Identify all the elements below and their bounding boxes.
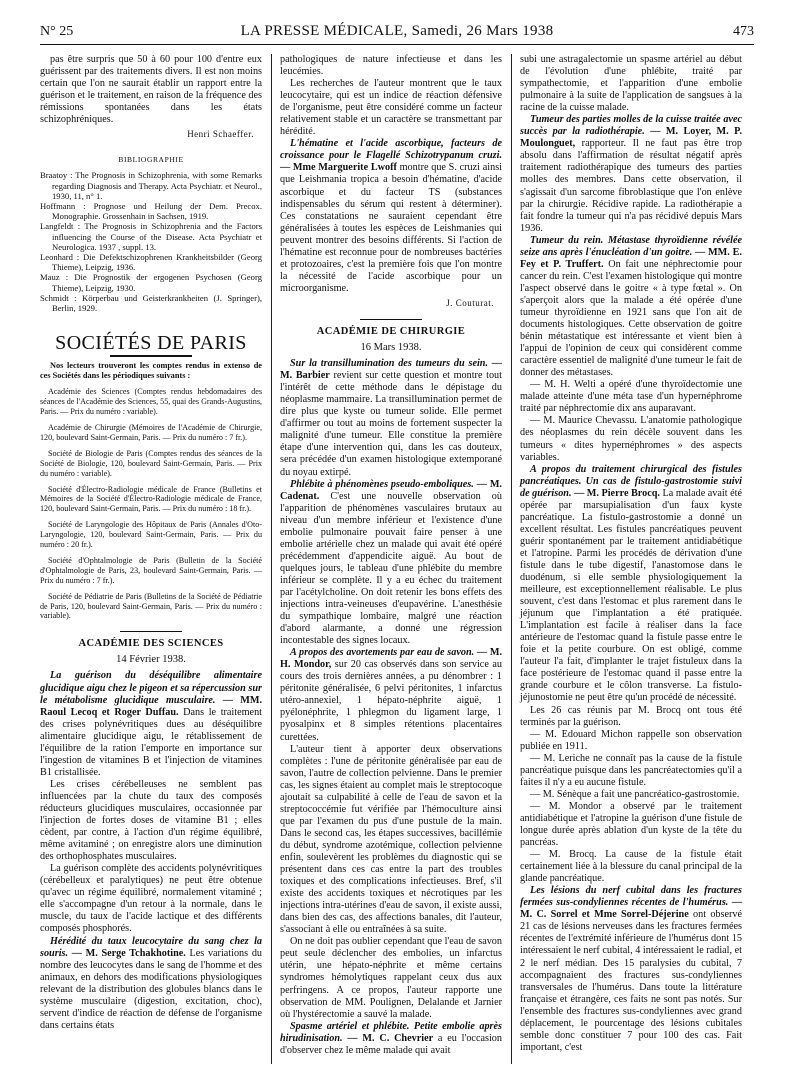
article-paragraph (520, 235, 742, 380)
article-authors: — M. Loyer, M. P. Moulonguet, (520, 126, 742, 150)
issue-number: N° 25 (40, 24, 74, 39)
periodical-entry: Société d'Ophtalmologie de Paris (Bulletin de la Société d'Ophtalmologie de Paris, 23, boulevard Saint-Germain, Paris. — Prix du numéro : 7 fr.). (40, 555, 262, 585)
article-paragraph (280, 1021, 502, 1057)
article-authors: — MM. E. Fey et P. Truffert. (520, 246, 742, 270)
article-title: Hérédité du taux leucocytaire du sang chez la souris. (40, 935, 262, 959)
divider (120, 631, 182, 632)
article-title: La guérison du déséquilibre alimentaire glucidique aigu chez le pigeon et sa répercussion sur le métabolisme glucidique musculaire. (40, 670, 262, 706)
column-divider (511, 54, 512, 1064)
article-title: A propos des avortements par eau de savon. (290, 647, 475, 659)
paragraph: — M. Maurice Chevassu. L'anatomie pathologique des néoplasmes du rein décèle souvent dans les tumeurs « dites hypernéphromes » des aspects variables. (520, 415, 742, 463)
bibliography-entry: Hoffmann : Prognose und Heilung der Dem. Precox. Monographie. Grossenhain in Sachsen, 1919. (40, 200, 262, 222)
periodical-entry: Académie des Sciences (Comptes rendus hebdomadaires des séances de l'Académie des Sciences, 55, quai des Grands-Augustins, Paris. — Prix du numéro : variable). (40, 387, 262, 417)
article-title: A propos du traitement chirurgical des fistules pancréatiques. Un cas de fistulo-gastrostomie suivi de guérison. (520, 463, 742, 499)
periodical-entry: Société de Laryngologie des Hôpitaux de Paris (Annales d'Oto-Laryngologie, 120, boulevard Saint-Germain, Paris. — Prix du numéro : 20 fr.). (40, 520, 262, 550)
article-text: La malade avait été opérée par marsupialisation d'un faux kyste pancréatique. La fistulo-gastrostomie a donné un excellent résultat. Les fistules pancréatiques peuvent guérir spontanément par le traitement antidiabétique et l'atropine. Parmi les procédés de dérivation d'une fistule dans le tube digestif, l'anastomose dans le duodénum, si elle semble physiologiquement la meilleure, est exceptionnellement réalisable. Le plus souvent, c'est dans l'estomac et plus rarement dans le jéjunum que l'implantation a été pratiquée. L'implantation est facile à réaliser dans la face antérieure de l'estomac quand la fistule passe entre le foie et la petite courbure. On est obligé, comme l'auteur l'a fait, d'implanter le trajet fistuleux dans la face postérieure de l'estomac quand il passe entre la grande courbure et le côlon transverse. La fistulo-jéjunostomie ne peut être qu'un procédé de nécessité. (520, 487, 743, 704)
periodical-entry: Société de Pédiatrie de Paris (Bulletins de la Société de Pédiatrie de Paris, 120, boulevard Saint-Germain, Paris. — Prix du numéro : variable). (40, 591, 262, 621)
article-paragraph (280, 647, 502, 743)
societies-intro: Nos lecteurs trouveront les comptes rendus in extenso de ces Sociétés dans les périodiques suivants : (40, 361, 262, 381)
author-signature: Henri Schaeffer. (187, 129, 254, 140)
periodical-entry: Société de Biologie de Paris (Comptes rendus des séances de la Société de Biologie, 120, boulevard Saint-Germain, Paris. — Prix du numéro : variable). (40, 448, 262, 478)
paragraph: subi une astragalectomie un spasme artériel au début de l'évolution d'une phlébite, traité par sympathectomie, et l'apparition d'une embolie pulmonaire à la suite de l'application de sangsues à la racine de la cuisse malade. (520, 54, 742, 114)
paragraph: L'auteur tient à apporter deux observations complètes : l'une de péritonite généralisée par eau de savon, l'autre de collection pelvienne. Dans le premier cas, les signes étaient au complet mais le streptocoque ajoutait sa culpabilité à celle de l'eau de savon et la streptococcémie fut vérifiée par l'hémoculture ainsi que par l'examen du pus d'une pustule de la main. Dans le second cas, les étapes successives, bacillémie du début, syndrome azotémique, collection pelvienne enfin, soulevèrent les problèmes du diagnostic qui se présentent dans ces cas entre la part des troubles toxiques et des complications infectieuses. Bref, s'il existe des accidents toxiques et nécrotiques par les injections intra-utérines d'eau de savon, il existe aussi, dans bien des cas, des affections banales, dit l'auteur, s'associant à elle ou entraînées à sa suite. (280, 743, 502, 936)
article-paragraph (280, 138, 502, 295)
paragraph: pas être surpris que 50 à 60 pour 100 d'entre eux guérissent par des traitements divers. Il est non moins certain que l'on ne saurait établir un rapport entre la guérison et le traitement, en raison de la fréquence des rémissions spontanées dans les états schizophréniques. (40, 54, 262, 126)
article-text: revient sur cette question et montre tout l'intérêt de cette méthode dans le dépistage du néoplasme mammaire. La transillumination permet de dire plus que kyste ou tumeur solide. Elle permet d'affirmer ou tout au moins de fortement suspecter la malignité d'une tumeur. Elle constitue la première étape d'une intervention qui, dans les cas douteux, sera précédée d'un examen histologique extemporané du noyau extirpé. (280, 370, 502, 478)
session-date: 16 Mars 1938. (360, 342, 422, 354)
section-heading: ACADÉMIE DE CHIRURGIE (316, 325, 466, 337)
page-number: 473 (733, 24, 754, 39)
author-signature: J. Couturat. (446, 297, 494, 308)
article-title: Spasme artériel et phlébite. Petite embolie après hirudinisation. (280, 1020, 502, 1044)
section-title: SOCIÉTÉS DE PARIS (55, 332, 247, 355)
journal-title: LA PRESSE MÉDICALE, Samedi, 26 Mars 1938 (240, 23, 554, 39)
article-authors: — M. C. Sorrel et Mme Sorrel-Déjerine (520, 897, 743, 921)
article-authors: — M. Cadenat. (280, 478, 502, 502)
article-paragraph (520, 114, 742, 234)
paragraph: Les crises cérébelleuses ne semblent pas influencées par la chute du taux des composés réducteurs glucidiques musculaires, occasionnée par l'injection de fortes doses de vitamine B1 ; elles cèdent, par contre, à l'action d'un régime équilibré, même avitaminé ; on enregistre alors une diminution des orthophosphates musculaires. (40, 778, 262, 863)
paragraph: pathologiques de nature infectieuse et dans les leucémies. (280, 54, 502, 78)
paragraph: — M. Leriche ne connaît pas la cause de la fistule pancréatique puisque dans les pancréatectomies qu'il a faites il n'y a eu aucune fistule. (520, 752, 742, 788)
bibliography-entry: Leonhard : Die Defektschizophrenen Krankheitsbilder (Georg Thieme), Leipzig, 1936. (40, 252, 262, 273)
divider (360, 319, 422, 320)
paragraph: On ne doit pas oublier cependant que l'eau de savon peut seule déclencher des embolies, un infarctus utérin, une hépato-néphrite et même certains syndromes hémolytiques rappelant ceux dus aux perfringens. A ce propos, l'auteur rapporte une observation de MM. Poulignen, Delalande et Jarnier où l'hystérectomie a sauvé la malade. (280, 936, 502, 1020)
article-authors: — M. Pierre Brocq. (571, 487, 660, 499)
column-1 (40, 54, 262, 1032)
article-paragraph (40, 936, 262, 1032)
session-date: 14 Février 1938. (116, 654, 186, 666)
article-paragraph (520, 885, 742, 1054)
article-title: Phlébite à phénomènes pseudo-emboliques. (290, 478, 474, 490)
article-text: C'est une nouvelle observation où l'apparition de phénomènes vasculaires brutaux au niveau d'un membre inférieur et l'existence d'une embolie pulmonaire pouvait faire penser à une embolie artérielle chez un malade qui avait été opéré précédemment d'appendicite aiguë. Au bout de quelques jours, le tableau d'une phlébite du membre inférieur se complète. Il y a eu échec du traitement par l'acétylcholine. On doit retenir les bons effets des injections intra-veineuses d'eupavérine. L'anesthésie du sympathique lombaire, malgré une réaction d'abord alarmante, a donné une régression incontestable des signes locaux. (280, 490, 502, 647)
section-heading: ACADÉMIE DES SCIENCES (78, 638, 224, 650)
paragraph: — M. Mondor a observé par le traitement antidiabétique et l'atropine la guérison d'une fistule de longue durée après ablation d'un kyste de la tête du pancréas. (520, 800, 742, 849)
article-title: Tumeur du rein. Métastase thyroïdienne révélée seize ans après l'énucléation d'un goitre. (520, 234, 742, 258)
article-title: Les lésions du nerf cubital dans les fractures fermées sus-condyliennes récentes de l'humérus. (520, 885, 742, 909)
paragraph: — M. Brocq. La cause de la fistule était certainement liée à la blessure du canal principal de la glande pancréatique. (520, 849, 742, 885)
page-header (40, 20, 754, 45)
column-divider (271, 54, 272, 1064)
column-2 (280, 54, 502, 1057)
article-title: Tumeur des parties molles de la cuisse traitée avec succès par la radiothérapie. (520, 114, 742, 138)
article-authors: — M. Barbier (280, 358, 502, 382)
article-text: On fait une néphrectomie pour cancer du rein. C'est l'examen histologique qui montre l'aspect observé dans le goitre « à type fœtal ». On s'aperçoit alors que la malade a été opérée d'une tumeur thyroïdienne en 1921 sans que l'on ait de documents histologiques. Cette observation de goitre bénin métastatique est intéressante et vient bien à l'appui de l'opinion de ceux qui considèrent comme caractère essentiel de malignité d'une tumeur le fait de donner des métastases. (520, 258, 742, 379)
article-title: L'hématine et l'acide ascorbique, facteurs de croissance pour le Flagellé Schizotrypanum cruzi. (280, 138, 502, 162)
article-text: rapporteur. Il ne faut pas être trop absolu dans l'affirmation de résultat négatif après traitement radiothérapique des tumeurs des parties molles des membres. Dans cette observation, il s'agissait d'un sarcome fibroblastique que l'on enlève par la chirurgie. Récidive rapide. La radiothérapie a fait fondre la tumeur qui n'a pas récidivé depuis Mars 1936. (520, 138, 742, 234)
paragraph: La guérison complète des accidents polynévritiques (cérébelleux et paralytiques) ne peut être obtenue qu'avec un régime équilibré, normalement vitaminé ; elle s'accompagne d'un retour à la normale, dans le muscle, du taux de l'acide lactique et des différents composés phosphorés. (40, 863, 262, 935)
article-text: ont observé 21 cas de lésions nerveuses dans les fractures fermées récentes de l'extrémité inférieure de l'humérus dont 15 intéressaient le nerf cubital, 4 intéressaient le radial, et 2 le nerf médian. Des 15 paralysies du cubital, 7 accompagnaient des fractures sus-condyliennes transversales de l'humérus. Dans toute la littérature française et étrangère, ces faits ne sont pas notés. Sur l'ensemble des fractures sus-condyliennes avec grand déplacement, le pourcentage des lésions cubitales semble donc constituer 7 pour 100 des cas. Fait important, c'est (520, 909, 742, 1053)
article-text: sur 20 cas observés dans son service au cours des trois dernières années, a pu dénombrer : 1 péritonite généralisée, 6 pelvi péritonites, 1 infarctus utéro-annexiel, 1 hépato-néphrite aiguë, 1 pyélonéphrite, 1 phlegmon du ligament large, 1 pyosalpinx et 8 simples rétentions placentaires curettées. (280, 659, 502, 743)
article-authors: — M. C. Chevrier (342, 1032, 434, 1044)
divider (110, 355, 192, 357)
article-title: Sur la transillumination des tumeurs du sein. (290, 358, 489, 370)
article-authors: — M. H. Mondor, (280, 647, 503, 671)
article-authors: — MM. Raoul Lecoq et Roger Duffau. (40, 694, 262, 718)
article-text: Dans le traitement des crises polynévritiques dues au déséquilibre alimentaire glucidique aigu, le rétablissement de l'équilibre de la ration l'emporte en importance sur l'ingestion de vitamines B et l'injection de vitamines B1 cristallisée. (40, 706, 262, 778)
bibliography-entry: Schmidt : Körperbau und Geisterkrankheiten (J. Springer), Berlin, 1929. (40, 292, 262, 314)
article-paragraph (520, 464, 742, 705)
article-paragraph (280, 358, 502, 478)
article-paragraph (280, 479, 502, 648)
paragraph: Les 26 cas réunis par M. Brocq ont tous été terminés par la guérison. (520, 704, 742, 728)
paragraph: — M. Edouard Michon rappelle son observation publiée en 1911. (520, 728, 742, 752)
article-text: a eu l'occasion d'observer chez le même malade qui avait (280, 1032, 502, 1056)
article-paragraph (40, 670, 262, 778)
article-text: montre que S. cruzi ainsi que Leishmania tropica a besoin d'hématine, d'acide ascorbique et du facteur TS (substances indispensables du sérum qui restent à déterminer). Ces constatations ne sauraient cependant être généralisées à toutes les espèces de Leishmanies qui peuvent montrer des besoins différents. Si l'action de l'hématine est reconnue pour de nombreuses bactéries et protozoaires, c'est la première fois que l'on montre la nécessité de l'acide ascorbique pour un microorganisme. (280, 162, 502, 294)
periodical-entry: Société d'Électro-Radiologie médicale de France (Bulletins et Mémoires de la Société d'Électro-Radiologie médicale de France, 120, boulevard Saint-Germain, Paris. — Prix du numéro : 18 fr.). (40, 484, 262, 514)
bibliography-entry: Mauz : Die Prognostik der ergogenen Psychosen (Georg Thieme), Leipzig, 1930. (40, 272, 262, 293)
article-text: Les variations du nombre des leucocytes dans le sang de l'homme et des animaux, en dehors des modifications physiologiques relevant de la distribution des globules blancs dans le système musculaire (digestion, excitation, choc), servent d'indice de réaction de défense de l'organisme dans certains états (40, 947, 263, 1031)
paragraph: — M. H. Welti a opéré d'une thyroïdectomie une malade atteinte d'une méta tase d'un hypernéphrome traité par néphrectomie dix ans auparavant. (520, 379, 742, 415)
bibliography-entry: Braatoy : The Prognosis in Schizophrenia, with some Remarks regarding Diagnosis and Therapy. Acta Psychiatr. et Neurol., 1930, 11, n° 1. (40, 170, 262, 201)
paragraph: Les recherches de l'auteur montrent que le taux leucocytaire, qui est un indice de réaction défensive de l'organisme, peut être considéré comme un facteur relativement stable et un caractère se transmettant par hérédité. (280, 78, 502, 138)
article-authors: — Mme Marguerite Lwoff (280, 162, 397, 174)
article-authors: — M. Serge Tchakhotine. (68, 947, 186, 959)
column-3 (520, 54, 742, 1054)
paragraph: — M. Sénèque a fait une pancréatico-gastrostomie. (530, 788, 740, 800)
periodical-entry: Académie de Chirurgie (Mémoires de l'Académie de Chirurgie, 120, boulevard Saint-Germain, Paris. — Prix du numéro : 7 fr.). (40, 422, 262, 442)
bibliography-heading: BIBLIOGRAPHIE (118, 155, 184, 165)
bibliography-entry: Langfeldt : The Prognosis in Schizophrenia and the Factors influencing the Course of the Disease. Acta Psychiatr et Neurologica. 1937 , suppl. 13. (40, 221, 262, 252)
